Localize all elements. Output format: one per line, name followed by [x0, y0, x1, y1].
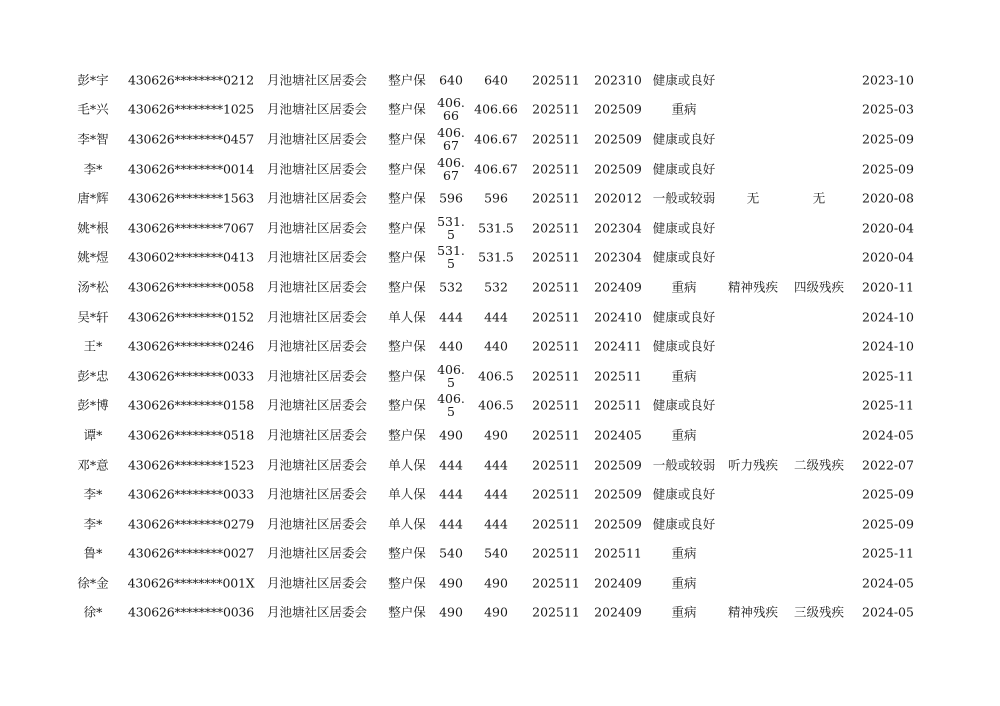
- id-number-cell: 430626********0033: [128, 368, 254, 384]
- start-month-cell: 202509: [594, 486, 642, 502]
- health-status-cell: 健康或良好: [652, 131, 716, 147]
- id-number-cell: 430626********1563: [128, 190, 254, 206]
- health-status-cell: 重病: [671, 368, 697, 384]
- records-table: [0, 65, 1000, 627]
- health-status-cell: 健康或良好: [652, 309, 716, 325]
- id-number-cell: 430626********0518: [128, 427, 254, 443]
- health-status-cell: 健康或良好: [652, 397, 716, 413]
- table-row: [0, 243, 1000, 273]
- id-number-cell: 430626********0027: [128, 545, 254, 561]
- approval-date-cell: 2020-11: [862, 279, 914, 295]
- start-month-cell: 202511: [594, 368, 642, 384]
- assistance-type-cell: 整户保: [388, 397, 426, 413]
- start-month-cell: 202409: [594, 575, 642, 591]
- amount-cell: 444: [439, 486, 463, 502]
- approval-date-cell: 2024-10: [862, 338, 914, 354]
- table-row: [0, 154, 1000, 184]
- start-month-cell: 202409: [594, 604, 642, 620]
- organization-cell: 月池塘社区居委会: [266, 279, 368, 295]
- start-month-cell: 202410: [594, 309, 642, 325]
- approval-date-cell: 2024-05: [862, 604, 914, 620]
- id-number-cell: 430626********0158: [128, 397, 254, 413]
- amount-cell: 532: [439, 279, 463, 295]
- table-row: [0, 420, 1000, 450]
- table-row: [0, 539, 1000, 569]
- disability-level-cell: 二级残疾: [793, 457, 845, 473]
- organization-cell: 月池塘社区居委会: [266, 545, 368, 561]
- assistance-type-cell: 单人保: [388, 486, 426, 502]
- amount-cell: 444: [439, 309, 463, 325]
- table-row: [0, 183, 1000, 213]
- organization-cell: 月池塘社区居委会: [266, 338, 368, 354]
- disability-type-cell: 听力残疾: [727, 457, 779, 473]
- id-number-cell: 430626********0457: [128, 131, 254, 147]
- name-cell: 徐*金: [77, 575, 109, 591]
- health-status-cell: 健康或良好: [652, 516, 716, 532]
- assistance-type-cell: 整户保: [388, 190, 426, 206]
- amount-total-cell: 490: [484, 604, 508, 620]
- name-cell: 王*: [83, 338, 103, 354]
- amount-total-cell: 531.5: [478, 220, 514, 236]
- health-status-cell: 一般或较弱: [652, 190, 716, 206]
- name-cell: 谭*: [83, 427, 103, 443]
- issue-month-cell: 202511: [532, 545, 580, 561]
- issue-month-cell: 202511: [532, 220, 580, 236]
- approval-date-cell: 2020-08: [862, 190, 914, 206]
- approval-date-cell: 2020-04: [862, 249, 914, 265]
- organization-cell: 月池塘社区居委会: [266, 131, 368, 147]
- organization-cell: 月池塘社区居委会: [266, 309, 368, 325]
- table-row: [0, 331, 1000, 361]
- amount-cell: 440: [439, 338, 463, 354]
- amount-cell: 444: [439, 457, 463, 473]
- amount-cell: 531.5: [437, 213, 465, 242]
- amount-cell: 540: [439, 545, 463, 561]
- start-month-cell: 202304: [594, 220, 642, 236]
- assistance-type-cell: 整户保: [388, 427, 426, 443]
- table-row: [0, 391, 1000, 421]
- id-number-cell: 430626********0036: [128, 604, 254, 620]
- issue-month-cell: 202511: [532, 279, 580, 295]
- id-number-cell: 430626********001X: [127, 575, 255, 591]
- issue-month-cell: 202511: [532, 368, 580, 384]
- health-status-cell: 健康或良好: [652, 220, 716, 236]
- name-cell: 汤*松: [77, 279, 109, 295]
- id-number-cell: 430626********0152: [128, 309, 254, 325]
- start-month-cell: 202511: [594, 397, 642, 413]
- amount-cell: 406.5: [437, 361, 465, 390]
- health-status-cell: 重病: [671, 101, 697, 117]
- organization-cell: 月池塘社区居委会: [266, 457, 368, 473]
- assistance-type-cell: 单人保: [388, 309, 426, 325]
- approval-date-cell: 2024-05: [862, 427, 914, 443]
- issue-month-cell: 202511: [532, 309, 580, 325]
- table-row: [0, 361, 1000, 391]
- approval-date-cell: 2025-09: [862, 131, 914, 147]
- start-month-cell: 202012: [594, 190, 642, 206]
- disability-type-cell: 无: [746, 190, 760, 206]
- id-number-cell: 430626********0033: [128, 486, 254, 502]
- amount-total-cell: 596: [484, 190, 508, 206]
- id-number-cell: 430602********0413: [128, 249, 254, 265]
- name-cell: 彭*宇: [77, 72, 109, 88]
- table-row: [0, 509, 1000, 539]
- name-cell: 彭*忠: [77, 368, 109, 384]
- start-month-cell: 202509: [594, 516, 642, 532]
- amount-cell: 406.5: [437, 391, 465, 420]
- approval-date-cell: 2024-10: [862, 309, 914, 325]
- disability-type-cell: 精神残疾: [727, 279, 779, 295]
- health-status-cell: 重病: [671, 545, 697, 561]
- issue-month-cell: 202511: [532, 397, 580, 413]
- assistance-type-cell: 整户保: [388, 368, 426, 384]
- start-month-cell: 202509: [594, 131, 642, 147]
- assistance-type-cell: 整户保: [388, 545, 426, 561]
- organization-cell: 月池塘社区居委会: [266, 427, 368, 443]
- amount-cell: 640: [439, 72, 463, 88]
- id-number-cell: 430626********0014: [128, 161, 254, 177]
- approval-date-cell: 2025-09: [862, 486, 914, 502]
- health-status-cell: 健康或良好: [652, 249, 716, 265]
- amount-cell: 406.67: [437, 124, 465, 153]
- health-status-cell: 健康或良好: [652, 338, 716, 354]
- organization-cell: 月池塘社区居委会: [266, 516, 368, 532]
- amount-total-cell: 406.66: [474, 101, 518, 117]
- issue-month-cell: 202511: [532, 249, 580, 265]
- issue-month-cell: 202511: [532, 604, 580, 620]
- approval-date-cell: 2022-07: [862, 457, 914, 473]
- organization-cell: 月池塘社区居委会: [266, 368, 368, 384]
- issue-month-cell: 202511: [532, 131, 580, 147]
- name-cell: 邓*意: [77, 457, 109, 473]
- table-row: [0, 213, 1000, 243]
- table-row: [0, 450, 1000, 480]
- approval-date-cell: 2023-10: [862, 72, 914, 88]
- approval-date-cell: 2025-03: [862, 101, 914, 117]
- name-cell: 毛*兴: [77, 101, 109, 117]
- amount-total-cell: 406.5: [478, 368, 514, 384]
- name-cell: 李*智: [77, 131, 109, 147]
- issue-month-cell: 202511: [532, 516, 580, 532]
- assistance-type-cell: 整户保: [388, 131, 426, 147]
- amount-total-cell: 532: [484, 279, 508, 295]
- table-row: [0, 598, 1000, 628]
- amount-total-cell: 444: [484, 309, 508, 325]
- health-status-cell: 一般或较弱: [652, 457, 716, 473]
- start-month-cell: 202509: [594, 457, 642, 473]
- amount-total-cell: 406.5: [478, 397, 514, 413]
- start-month-cell: 202405: [594, 427, 642, 443]
- start-month-cell: 202310: [594, 72, 642, 88]
- assistance-type-cell: 整户保: [388, 161, 426, 177]
- organization-cell: 月池塘社区居委会: [266, 397, 368, 413]
- start-month-cell: 202409: [594, 279, 642, 295]
- name-cell: 吴*轩: [77, 309, 109, 325]
- id-number-cell: 430626********7067: [128, 220, 254, 236]
- organization-cell: 月池塘社区居委会: [266, 249, 368, 265]
- assistance-type-cell: 整户保: [388, 101, 426, 117]
- amount-total-cell: 406.67: [474, 131, 518, 147]
- issue-month-cell: 202511: [532, 190, 580, 206]
- health-status-cell: 健康或良好: [652, 72, 716, 88]
- organization-cell: 月池塘社区居委会: [266, 101, 368, 117]
- assistance-type-cell: 整户保: [388, 575, 426, 591]
- amount-total-cell: 490: [484, 427, 508, 443]
- organization-cell: 月池塘社区居委会: [266, 161, 368, 177]
- issue-month-cell: 202511: [532, 101, 580, 117]
- name-cell: 姚*煜: [77, 249, 109, 265]
- assistance-type-cell: 单人保: [388, 516, 426, 532]
- assistance-type-cell: 整户保: [388, 279, 426, 295]
- start-month-cell: 202511: [594, 545, 642, 561]
- issue-month-cell: 202511: [532, 72, 580, 88]
- amount-cell: 444: [439, 516, 463, 532]
- assistance-type-cell: 整户保: [388, 220, 426, 236]
- table-row: [0, 124, 1000, 154]
- issue-month-cell: 202511: [532, 338, 580, 354]
- table-row: [0, 65, 1000, 95]
- amount-total-cell: 406.67: [474, 161, 518, 177]
- name-cell: 鲁*: [83, 545, 103, 561]
- table-row: [0, 479, 1000, 509]
- start-month-cell: 202509: [594, 161, 642, 177]
- table-row: [0, 568, 1000, 598]
- approval-date-cell: 2024-05: [862, 575, 914, 591]
- start-month-cell: 202304: [594, 249, 642, 265]
- amount-total-cell: 531.5: [478, 249, 514, 265]
- approval-date-cell: 2025-09: [862, 161, 914, 177]
- amount-total-cell: 490: [484, 575, 508, 591]
- amount-cell: 490: [439, 427, 463, 443]
- table-row: [0, 95, 1000, 125]
- name-cell: 姚*根: [77, 220, 109, 236]
- organization-cell: 月池塘社区居委会: [266, 220, 368, 236]
- assistance-type-cell: 单人保: [388, 457, 426, 473]
- name-cell: 李*: [83, 486, 103, 502]
- organization-cell: 月池塘社区居委会: [266, 72, 368, 88]
- name-cell: 李*: [83, 161, 103, 177]
- health-status-cell: 重病: [671, 279, 697, 295]
- assistance-type-cell: 整户保: [388, 604, 426, 620]
- issue-month-cell: 202511: [532, 427, 580, 443]
- id-number-cell: 430626********0212: [128, 72, 254, 88]
- name-cell: 李*: [83, 516, 103, 532]
- approval-date-cell: 2025-11: [862, 545, 914, 561]
- health-status-cell: 健康或良好: [652, 161, 716, 177]
- assistance-type-cell: 整户保: [388, 338, 426, 354]
- id-number-cell: 430626********1025: [128, 101, 254, 117]
- amount-total-cell: 640: [484, 72, 508, 88]
- amount-total-cell: 440: [484, 338, 508, 354]
- name-cell: 唐*辉: [77, 190, 109, 206]
- amount-cell: 406.67: [437, 154, 465, 183]
- amount-total-cell: 444: [484, 516, 508, 532]
- start-month-cell: 202509: [594, 101, 642, 117]
- health-status-cell: 重病: [671, 427, 697, 443]
- start-month-cell: 202411: [594, 338, 642, 354]
- organization-cell: 月池塘社区居委会: [266, 486, 368, 502]
- health-status-cell: 重病: [671, 575, 697, 591]
- id-number-cell: 430626********1523: [128, 457, 254, 473]
- amount-cell: 596: [439, 190, 463, 206]
- assistance-type-cell: 整户保: [388, 249, 426, 265]
- approval-date-cell: 2025-11: [862, 397, 914, 413]
- approval-date-cell: 2025-11: [862, 368, 914, 384]
- id-number-cell: 430626********0279: [128, 516, 254, 532]
- disability-level-cell: 四级残疾: [793, 279, 845, 295]
- disability-type-cell: 精神残疾: [727, 604, 779, 620]
- organization-cell: 月池塘社区居委会: [266, 190, 368, 206]
- health-status-cell: 重病: [671, 604, 697, 620]
- name-cell: 徐*: [83, 604, 103, 620]
- amount-cell: 531.5: [437, 243, 465, 272]
- approval-date-cell: 2020-04: [862, 220, 914, 236]
- table-row: [0, 302, 1000, 332]
- id-number-cell: 430626********0246: [128, 338, 254, 354]
- amount-cell: 406.66: [437, 95, 465, 124]
- amount-total-cell: 540: [484, 545, 508, 561]
- id-number-cell: 430626********0058: [128, 279, 254, 295]
- organization-cell: 月池塘社区居委会: [266, 575, 368, 591]
- amount-total-cell: 444: [484, 486, 508, 502]
- approval-date-cell: 2025-09: [862, 516, 914, 532]
- health-status-cell: 健康或良好: [652, 486, 716, 502]
- amount-cell: 490: [439, 604, 463, 620]
- issue-month-cell: 202511: [532, 457, 580, 473]
- issue-month-cell: 202511: [532, 486, 580, 502]
- table-row: [0, 272, 1000, 302]
- amount-total-cell: 444: [484, 457, 508, 473]
- assistance-type-cell: 整户保: [388, 72, 426, 88]
- issue-month-cell: 202511: [532, 161, 580, 177]
- disability-level-cell: 三级残疾: [793, 604, 845, 620]
- name-cell: 彭*博: [77, 397, 109, 413]
- organization-cell: 月池塘社区居委会: [266, 604, 368, 620]
- disability-level-cell: 无: [812, 190, 826, 206]
- amount-cell: 490: [439, 575, 463, 591]
- issue-month-cell: 202511: [532, 575, 580, 591]
